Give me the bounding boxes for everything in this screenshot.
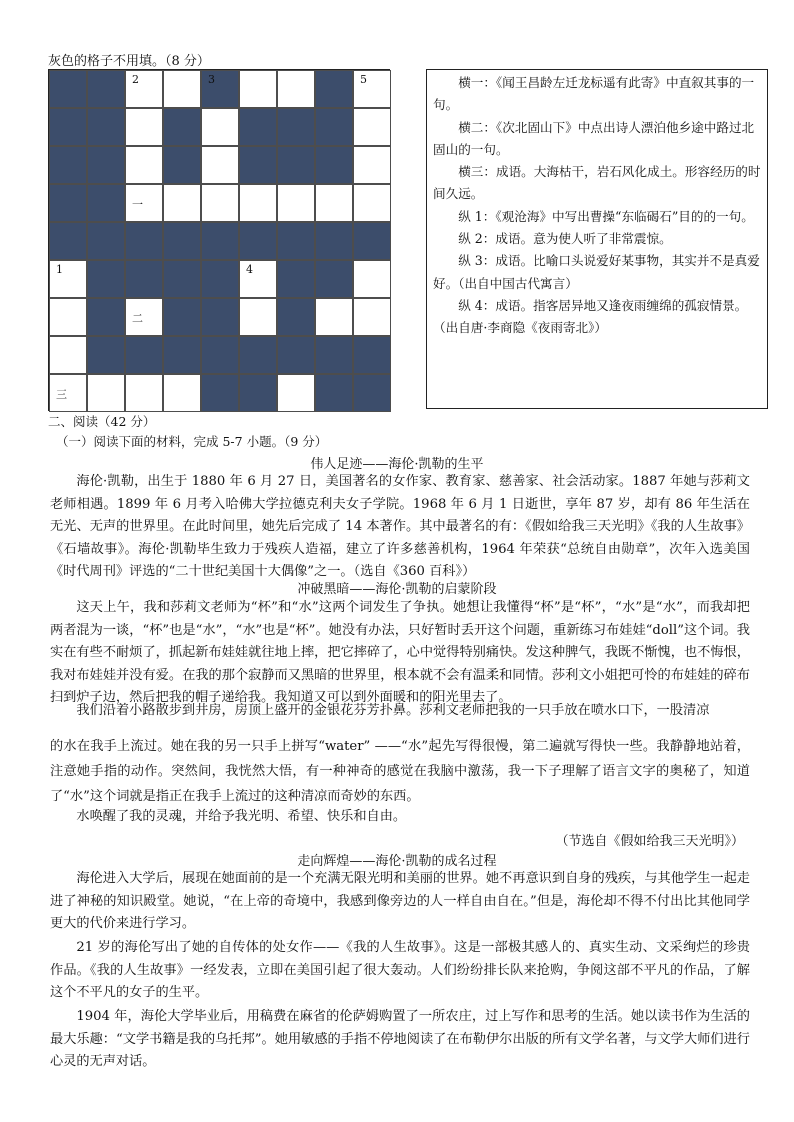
grid-cell[interactable]	[353, 108, 391, 146]
grid-cell-dark	[163, 298, 201, 336]
section-heading: 二、阅读（42 分）	[48, 414, 156, 429]
grid-cell[interactable]	[315, 184, 353, 222]
grid-cell-dark	[277, 298, 315, 336]
grid-cell-dark	[49, 146, 87, 184]
grid-cell-dark	[201, 260, 239, 298]
grid-cell[interactable]	[49, 336, 87, 374]
grid-cell-dark	[87, 146, 125, 184]
grid-cell[interactable]	[239, 70, 277, 108]
clue-down-3: 纵 3：成语。比喻口头说爱好某事物，其实并不是真爱好。（出自中国古代寓言）	[433, 253, 760, 291]
grid-cell[interactable]	[353, 298, 391, 336]
grid-cell[interactable]	[49, 374, 87, 412]
clue-down-2: 纵 2：成语。意为使人听了非常震惊。	[458, 231, 672, 247]
paragraph-6	[50, 937, 750, 1005]
grid-cell[interactable]	[125, 184, 163, 222]
grid-cell-dark	[163, 336, 201, 374]
grid-cell-dark	[87, 260, 125, 298]
title-1: 伟人足迹——海伦·凯勒的生平	[310, 457, 484, 472]
paragraph-2-text: 这天上午，我和莎莉文老师为“杯”和“水”这两个词发生了争执。她想让我懂得“杯”是“杯”，“水”是“水”，而我却把两者混为一谈，“杯”也是“水”，“水”也是“杯”。她没有办法，只好暂时丢开这个问题，重新练习布娃娃“doll”这个词。我实在有些不耐烦了，抓起新布娃娃就往地上摔，把它摔碎了，心中觉得特别痛快。发这种脾气，我既不惭愧，也不悔恨，我对布娃娃并没有爱。在我的那个寂静而又黑暗的世界里，根本就不会有温柔和同情。莎利文小姐把可怜的布娃娃的碎布扫到炉子边，然后把我的帽子递给我。我知道又可以到外面暖和的阳光里去了。	[50, 600, 750, 706]
grid-cell-dark	[277, 260, 315, 298]
grid-cell[interactable]	[239, 298, 277, 336]
paragraph-4-text: 水唤醒了我的灵魂，并给予我光明、希望、快乐和自由。	[76, 809, 407, 824]
grid-cell[interactable]	[163, 374, 201, 412]
paragraph-7	[50, 1006, 750, 1074]
grid-cell[interactable]	[163, 184, 201, 222]
grid-label: 二	[132, 312, 143, 325]
grid-cell-dark	[87, 108, 125, 146]
grid-cell-dark	[315, 108, 353, 146]
grid-label: 三	[56, 388, 67, 401]
clue-down-4: 纵 4：成语。指客居异地又逢夜雨缠绵的孤寂情景。（出自唐·李商隐《夜雨寄北》）	[433, 297, 748, 336]
grid-cell[interactable]	[49, 260, 87, 298]
grid-cell[interactable]	[353, 184, 391, 222]
paragraph-4	[50, 806, 750, 829]
grid-cell-dark	[353, 336, 391, 374]
grid-cell-dark	[49, 222, 87, 260]
grid-cell[interactable]	[125, 298, 163, 336]
grid-cell-dark	[315, 260, 353, 298]
grid-cell-dark	[315, 374, 353, 412]
clue-across-2: 横二：《次北固山下》中点出诗人漂泊他乡途中路过北固山的一句。	[433, 119, 755, 157]
grid-label: 5	[360, 73, 367, 86]
grid-cell[interactable]	[277, 70, 315, 108]
clue-across-1: 横一：《闻王昌龄左迁龙标遥有此寄》中直叙其事的一句。	[433, 75, 755, 113]
grid-cell-dark	[277, 336, 315, 374]
grid-cell[interactable]	[201, 146, 239, 184]
grid-cell-dark	[277, 108, 315, 146]
grid-cell[interactable]	[125, 146, 163, 184]
grid-cell-dark	[201, 336, 239, 374]
paragraph-7-text: 1904 年，海伦大学毕业后，用稿费在麻省的伦萨姆购置了一所农庄，过上写作和思考的生活。她以读书作为生活的最大乐趣：“文学书籍是我的乌托邦”。她用敏感的手指不停地阅读了在布勒伊尔出版的所有文学名著，与文学大师们进行心灵的无声对话。	[50, 1009, 750, 1070]
grid-cell-dark	[353, 222, 391, 260]
grid-label: 2	[132, 73, 139, 86]
paragraph-1-text: 海伦·凯勒，出生于 1880 年 6 月 27 日，美国著名的女作家、教育家、慈善家、社会活动家。1887 年她与莎莉文老师相遇。1899 年 6 月考入哈佛大学拉德克利夫女子学院。1968 年 6 月 1 日逝世，享年 87 岁，却有 86 年生活在无光、无声的世界里。在此时间里，她先后完成了 14 本著作。其中最著名的有：《假如给我三天光明》《我的人生故事》《石墙故事》。海伦·凯勒毕生致力于残疾人造福，建立了许多慈善机构，1964 年荣获“总统自由勋章”，次年入选美国《时代周刊》评选的“二十世纪美国十大偶像”之一。（选自《360 百科》）	[50, 474, 750, 580]
grid-cell-dark	[87, 222, 125, 260]
paragraph-6-text: 21 岁的海伦写出了她的自传体的处女作——《我的人生故事》。这是一部极其感人的、真实生动、文采绚烂的珍贵作品。《我的人生故事》一经发表，立即在美国引起了很大轰动。人们纷纷排长队来抢购，争阅这部不平凡的作品，了解这个不平凡的女子的生平。	[50, 940, 750, 1001]
paragraph-3b-text: 的水在我手上流过。她在我的另一只手上拼写“water” ——“水”起先写得很慢，第二遍就写得快一些。我静静地站着，注意她手指的动作。突然间，我恍然大悟，有一种神奇的感觉在我脑中激荡，我一下子理解了语言文字的奥秘了，知道了“水”这个词就是指正在我手上流过的这种清凉而奇妙的东西。	[50, 739, 750, 804]
grid-label: 1	[56, 263, 63, 276]
section-subheading: （一）阅读下面的材料，完成 5-7 小题。（9 分）	[56, 434, 328, 449]
grid-cell-dark	[315, 146, 353, 184]
grid-cell[interactable]	[239, 260, 277, 298]
grid-cell-dark	[201, 70, 239, 108]
grid-cell-dark	[201, 298, 239, 336]
grid-cell-dark	[163, 108, 201, 146]
grid-cell[interactable]	[49, 298, 87, 336]
grid-cell-dark	[353, 374, 391, 412]
grid-cell[interactable]	[125, 108, 163, 146]
crossword-grid	[48, 69, 390, 411]
paragraph-3a	[50, 700, 750, 723]
grid-cell-dark	[87, 70, 125, 108]
grid-cell-dark	[49, 108, 87, 146]
grid-cell-dark	[277, 146, 315, 184]
grid-cell[interactable]	[277, 184, 315, 222]
grid-cell-dark	[163, 146, 201, 184]
title-3: 走向辉煌——海伦·凯勒的成名过程	[297, 854, 497, 869]
grid-cell-dark	[163, 222, 201, 260]
grid-cell-dark	[239, 336, 277, 374]
grid-cell-dark	[277, 222, 315, 260]
grid-cell-dark	[201, 374, 239, 412]
source-note: （节选自《假如给我三天光明》）	[555, 834, 744, 849]
clue-down-1: 纵 1：《观沧海》中写出曹操“东临碣石”目的的一句。	[458, 208, 754, 224]
grid-label: 4	[246, 263, 253, 276]
grid-cell[interactable]	[125, 70, 163, 108]
grid-cell-dark	[125, 260, 163, 298]
grid-cell-dark	[239, 374, 277, 412]
grid-cell[interactable]	[201, 108, 239, 146]
grid-cell-dark	[49, 184, 87, 222]
grid-cell[interactable]	[353, 146, 391, 184]
title-2: 冲破黑暗——海伦·凯勒的启蒙阶段	[297, 582, 497, 597]
paragraph-5	[50, 868, 750, 936]
instruction-text: 灰色的格子不用填。（8 分）	[48, 54, 210, 69]
grid-label: 3	[208, 73, 215, 86]
grid-cell-dark	[87, 298, 125, 336]
grid-cell-dark	[49, 70, 87, 108]
grid-cell[interactable]	[201, 184, 239, 222]
grid-cell-dark	[315, 70, 353, 108]
grid-cell[interactable]	[239, 184, 277, 222]
grid-cell-dark	[239, 108, 277, 146]
grid-cell-dark	[201, 222, 239, 260]
grid-cell-dark	[125, 222, 163, 260]
grid-cell[interactable]	[87, 374, 125, 412]
grid-cell-dark	[87, 336, 125, 374]
grid-cell[interactable]	[315, 298, 353, 336]
grid-cell[interactable]	[125, 374, 163, 412]
grid-cell[interactable]	[353, 70, 391, 108]
paragraph-1	[50, 471, 750, 584]
grid-cell[interactable]	[277, 374, 315, 412]
grid-cell[interactable]	[353, 260, 391, 298]
clue-across-3: 横三：成语。大海枯干，岩石风化成土。形容经历的时间久远。	[433, 164, 761, 202]
paragraph-2	[50, 597, 750, 710]
clue-box	[426, 69, 768, 409]
paragraph-3a-text: 我们沿着小路散步到井房，房顶上盛开的金银花芬芳扑鼻。莎利文老师把我的一只手放在喷水口下，一股清凉	[76, 703, 710, 718]
grid-cell-dark	[239, 146, 277, 184]
grid-label: 一	[132, 198, 143, 211]
grid-cell-dark	[315, 222, 353, 260]
paragraph-3b	[50, 734, 750, 809]
paragraph-5-text: 海伦进入大学后，展现在她面前的是一个充满无限光明和美丽的世界。她不再意识到自身的残疾，与其他学生一起走进了神秘的知识殿堂。她说，“在上帝的奇境中，我感到像旁边的人一样自由自在。”但是，海伦却不得不付出比其他同学更大的代价来进行学习。	[50, 871, 750, 932]
grid-cell-dark	[239, 222, 277, 260]
grid-cell-dark	[315, 336, 353, 374]
grid-cell-dark	[163, 260, 201, 298]
grid-cell[interactable]	[163, 70, 201, 108]
grid-cell-dark	[125, 336, 163, 374]
grid-cell-dark	[87, 184, 125, 222]
